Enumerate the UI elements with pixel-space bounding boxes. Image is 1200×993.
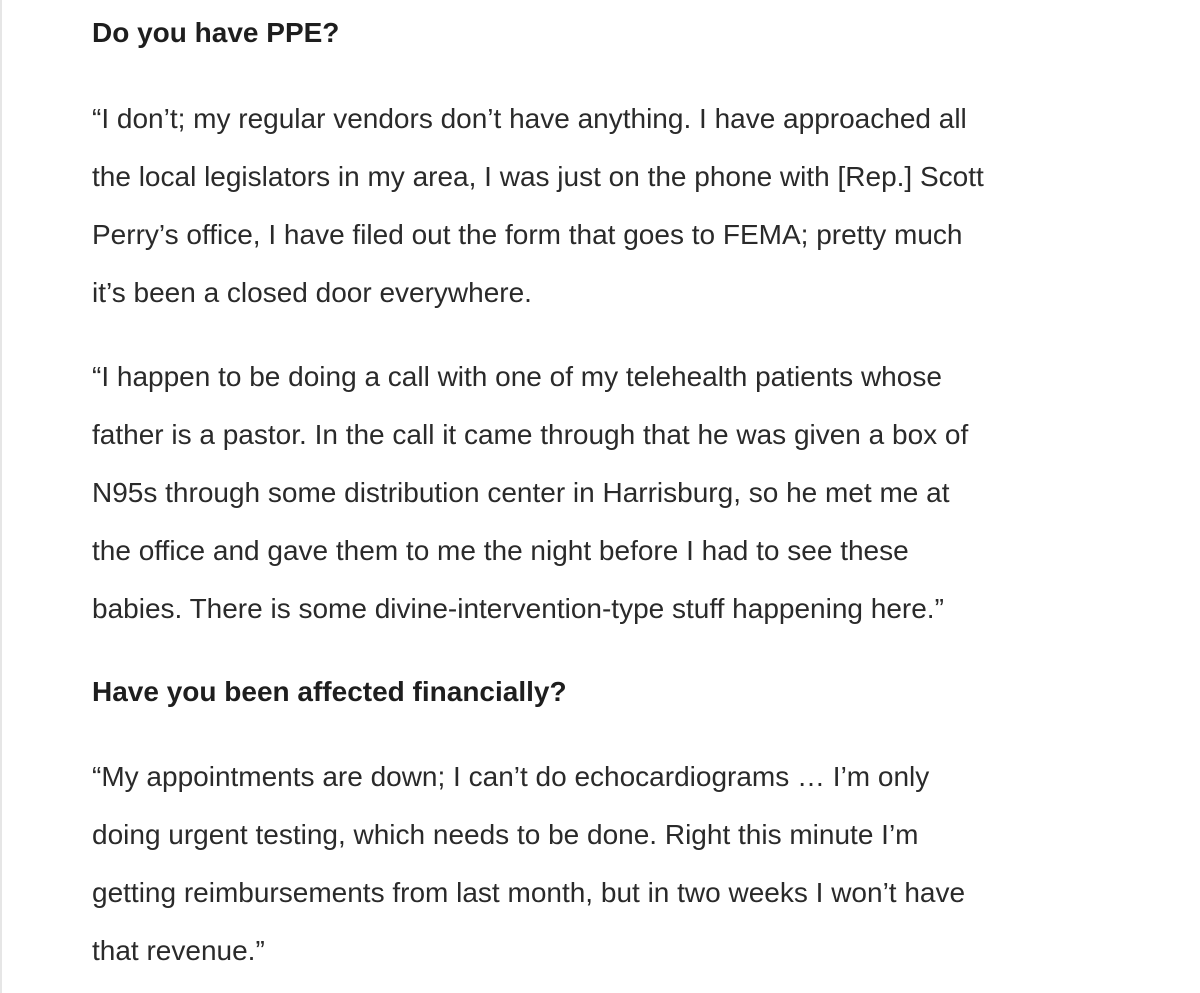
paragraph-line: it’s been a closed door everywhere. [92,277,532,308]
paragraph-line: the local legislators in my area, I was just on the phone with [Rep.] Scott [92,161,984,192]
question-financial-heading: Have you been affected financially? [92,676,567,707]
paragraph-line: father is a pastor. In the call it came through that he was given a box of [92,419,969,450]
paragraph-line: Perry’s office, I have filed out the form that goes to FEMA; pretty much [92,219,963,250]
page-left-border [0,0,2,993]
answer-telehealth-paragraph [92,348,968,638]
question-ppe-heading: Do you have PPE? [92,17,340,48]
paragraph-line: getting reimbursements from last month, but in two weeks I won’t have [92,877,966,908]
paragraph-line: “I happen to be doing a call with one of my telehealth patients whose [92,361,942,392]
paragraph-line: babies. There is some divine-intervention-type stuff happening here.” [92,593,944,624]
answer-financial-paragraph [92,748,965,980]
answer-ppe-paragraph [92,90,984,322]
paragraph-line: the office and gave them to me the night before I had to see these [92,535,909,566]
paragraph-line: that revenue.” [92,935,265,966]
paragraph-line: “My appointments are down; I can’t do echocardiograms … I’m only [92,761,930,792]
paragraph-line: N95s through some distribution center in Harrisburg, so he met me at [92,477,950,508]
paragraph-line: “I don’t; my regular vendors don’t have anything. I have approached all [92,103,967,134]
paragraph-line: doing urgent testing, which needs to be done. Right this minute I’m [92,819,919,850]
